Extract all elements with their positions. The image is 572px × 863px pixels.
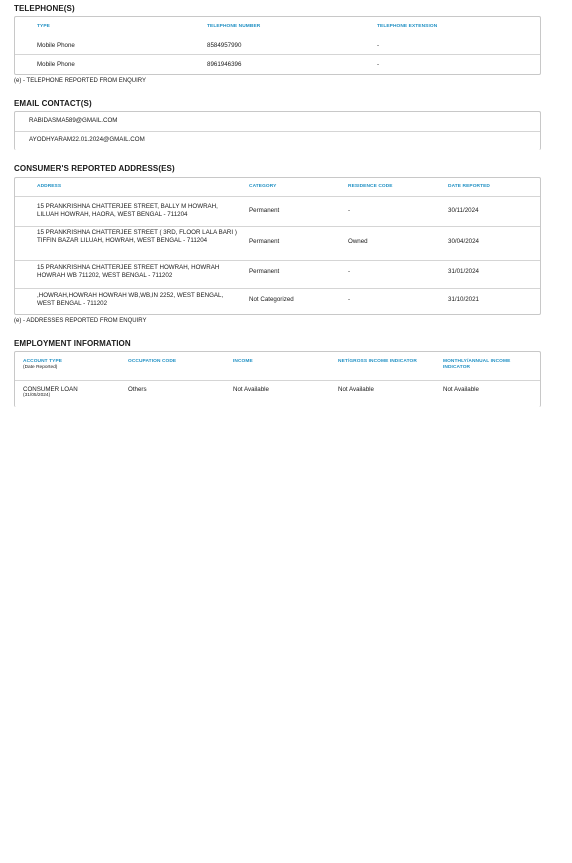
email-title: EMAIL CONTACT(S)	[14, 99, 92, 108]
email-table	[14, 111, 541, 150]
phone-number: 8961946396	[207, 61, 242, 68]
address-text: ,HOWRAH,HOWRAH HOWRAH WB,WB,IN 2252, WEST BENGAL, WEST BENGAL - 711202	[37, 292, 224, 307]
address-residence-code: -	[348, 268, 351, 275]
address-date: 30/04/2024	[448, 238, 479, 245]
address-residence-code: -	[348, 207, 351, 214]
phone-extension: -	[377, 42, 380, 49]
col-header-monthly-annual-indicator: MONTHLY/ANNUAL INCOME INDICATOR	[443, 359, 511, 370]
telephone-section	[14, 4, 75, 13]
col-header-net-gross-indicator: NET/GROSS INCOME INDICATOR	[338, 359, 417, 364]
col-header-telephone-number: TELEPHONE NUMBER	[207, 24, 261, 29]
header-divider	[15, 196, 540, 197]
occupation-code: Others	[128, 386, 147, 393]
address-residence-code: -	[348, 296, 351, 303]
net-gross-indicator: Not Available	[338, 386, 375, 393]
address-category: Not Categorized	[249, 296, 294, 303]
phone-type: Mobile Phone	[37, 61, 75, 68]
address-date: 30/11/2024	[448, 207, 479, 214]
col-header-telephone-extension: TELEPHONE EXTENSION	[377, 24, 438, 29]
col-header-occupation-code: OCCUPATION CODE	[128, 359, 177, 364]
col-header-category: CATEGORY	[249, 184, 277, 189]
col-header-account-type-group	[23, 359, 62, 370]
income: Not Available	[233, 386, 270, 393]
row-divider	[15, 288, 540, 289]
table-row	[15, 202, 540, 228]
address-note: (e) - ADDRESSES REPORTED FROM ENQUIRY	[14, 318, 147, 324]
row-divider	[15, 226, 540, 227]
row-divider	[15, 131, 540, 132]
phone-extension: -	[377, 61, 380, 68]
address-date: 31/01/2024	[448, 268, 479, 275]
col-header-income: INCOME	[233, 359, 253, 364]
table-row	[15, 42, 540, 52]
table-row	[15, 292, 540, 314]
table-row	[15, 385, 540, 405]
table-row	[15, 61, 540, 71]
phone-type: Mobile Phone	[37, 42, 75, 49]
table-row	[15, 229, 540, 259]
telephone-note: (e) - TELEPHONE REPORTED FROM ENQUIRY	[14, 78, 147, 84]
address-text: 15 PRANKRISHNA CHATTERJEE STREET, BALLY M HOWRAH, LILUAH HOWRAH, HAORA, WEST BENGAL - 711204	[37, 203, 218, 218]
address-text: 15 PRANKRISHNA CHATTERJEE STREET HOWRAH, HOWRAH HOWRAH WB 711202, WEST BENGAL - 711202	[37, 264, 220, 279]
address-category: Permanent	[249, 238, 280, 245]
employment-table	[14, 351, 541, 407]
account-type: CONSUMER LOAN	[23, 386, 78, 393]
address-residence-code: Owned	[348, 238, 368, 245]
col-header-date-reported: DATE REPORTED	[448, 184, 490, 189]
email-item: RABIDASMA589@GMAIL.COM	[29, 117, 118, 124]
address-table	[14, 177, 541, 315]
telephone-table	[14, 16, 541, 75]
account-type-cell	[23, 386, 78, 398]
col-header-account-type: ACCOUNT TYPE	[23, 359, 63, 364]
address-title: CONSUMER'S REPORTED ADDRESS(ES)	[14, 164, 175, 173]
col-header-date-reported: (Date Reported)	[23, 365, 58, 370]
address-category: Permanent	[249, 268, 280, 275]
email-item: AYODHYARAM22.01.2024@GMAIL.COM	[29, 136, 145, 143]
row-divider	[15, 54, 540, 55]
account-date-reported: (31/05/2024)	[23, 393, 51, 398]
table-row	[15, 264, 540, 286]
employment-title: EMPLOYMENT INFORMATION	[14, 339, 131, 348]
col-header-residence-code: RESIDENCE CODE	[348, 184, 393, 189]
telephone-title: TELEPHONE(S)	[14, 4, 75, 13]
address-date: 31/10/2021	[448, 296, 479, 303]
address-text: 15 PRANKRISHNA CHATTERJEE STREET ( 3RD, FLOOR LALA BARI ) TIFFIN BAZAR LILUAH, HOWRAH, WEST BENGAL - 711204	[37, 229, 237, 244]
header-divider	[15, 380, 540, 381]
col-header-address: ADDRESS	[37, 184, 62, 189]
monthly-annual-indicator: Not Available	[443, 386, 480, 393]
address-category: Permanent	[249, 207, 280, 214]
col-header-type: TYPE	[37, 24, 50, 29]
phone-number: 8584957990	[207, 42, 242, 49]
row-divider	[15, 260, 540, 261]
